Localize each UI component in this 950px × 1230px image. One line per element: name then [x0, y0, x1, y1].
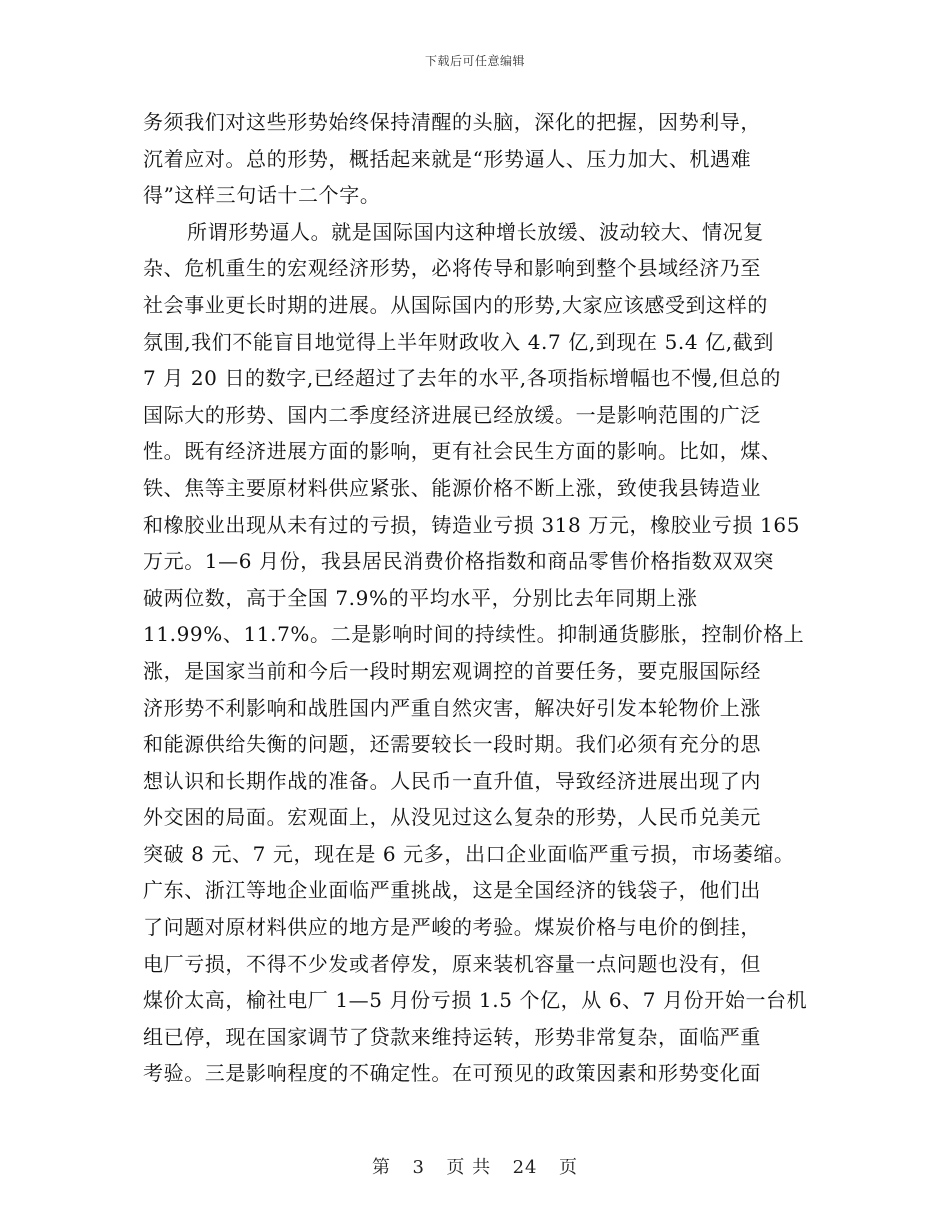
text-line: 务须我们对这些形势始终保持清醒的头脑，深化的把握，因势利导，: [143, 110, 761, 134]
text-line: 得”这样三句话十二个字。: [143, 183, 381, 208]
text-line: 破两位数，高于全国 7.9%的平均水平，分别比去年同期上涨: [143, 585, 698, 610]
text-line: 外交困的局面。宏观面上，从没见过这么复杂的形势，人民币兑美元: [143, 805, 761, 830]
text-line: 想认识和长期作战的准备。人民币一直升值，导致经济进展出现了内: [143, 768, 761, 793]
page-number-prefix: 第: [372, 1157, 392, 1178]
text-line: 了问题对原材料供应的地方是严峻的考验。煤炭价格与电价的倒挂，: [143, 915, 761, 940]
text-line: 7 月 20 日的数字,已经超过了去年的水平,各项指标增幅也不慢,但总的: [143, 366, 781, 391]
text-line: 组已停，现在国家调节了贷款来维持运转，形势非常复杂，面临严重: [143, 1024, 761, 1049]
text-line: 广东、浙江等地企业面临严重挑战，这是全国经济的钱袋子，他们出: [143, 878, 761, 903]
text-line: 11.99%、11.7%。二是影响时间的持续性。抑制通货膨胀，控制价格上: [143, 622, 805, 647]
page-header: 下载后可任意编辑: [424, 54, 525, 68]
text-line: 社会事业更长时期的进展。从国际国内的形势,大家应该感受到这样的: [143, 292, 768, 317]
text-line: 济形势不利影响和战胜国内严重自然灾害，解决好引发本轮物价上涨: [143, 695, 761, 720]
text-line: 性。既有经济进展方面的影响，更有社会民生方面的影响。比如，煤、: [143, 439, 782, 464]
text-line: 和橡胶业出现从未有过的亏损，铸造业亏损 318 万元，橡胶业亏损 165: [143, 512, 801, 537]
body-text: [143, 104, 808, 1092]
text-line: 煤价太高，榆社电厂 1—5 月份亏损 1.5 个亿，从 6、7 月份开始一台机: [143, 988, 808, 1013]
page-number-middle: 页 共: [446, 1157, 492, 1178]
text-line: 万元。1—6 月份，我县居民消费价格指数和商品零售价格指数双双突: [143, 549, 775, 574]
text-line: 杂、危机重生的宏观经济形势，必将传导和影响到整个县域经济乃至: [143, 256, 761, 281]
text-line: 突破 8 元、7 元，现在是 6 元多，出口企业面临严重亏损，市场萎缩。: [143, 841, 795, 866]
page-number-current: 3: [412, 1157, 425, 1178]
text-line: 和能源供给失衡的问题，还需要较长一段时期。我们必须有充分的思: [143, 732, 761, 757]
text-line: 铁、焦等主要原材料供应紧张、能源价格不断上涨，致使我县铸造业: [143, 475, 761, 500]
page-number-total: 24: [512, 1157, 538, 1178]
text-line: 沉着应对。总的形势，概括起来就是“形势逼人、压力加大、机遇难: [143, 146, 752, 171]
text-line: 涨，是国家当前和今后一段时期宏观调控的首要任务，要克服国际经: [143, 658, 761, 683]
text-line: 氛围,我们不能盲目地觉得上半年财政收入 4.7 亿,到现在 5.4 亿,截到: [143, 329, 774, 354]
text-line: 国际大的形势、国内二季度经济进展已经放缓。一是影响范围的广泛: [143, 402, 761, 427]
page-footer: [0, 1153, 950, 1179]
text-line: 电厂亏损，不得不少发或者停发，原来装机容量一点问题也没有，但: [143, 951, 761, 976]
text-line: 考验。三是影响程度的不确定性。在可预见的政策因素和形势变化面: [143, 1061, 761, 1086]
page-number-suffix: 页: [558, 1157, 578, 1178]
paragraph-first-line: 所谓形势逼人。就是国际国内这种增长放缓、波动较大、情况复: [187, 219, 764, 244]
